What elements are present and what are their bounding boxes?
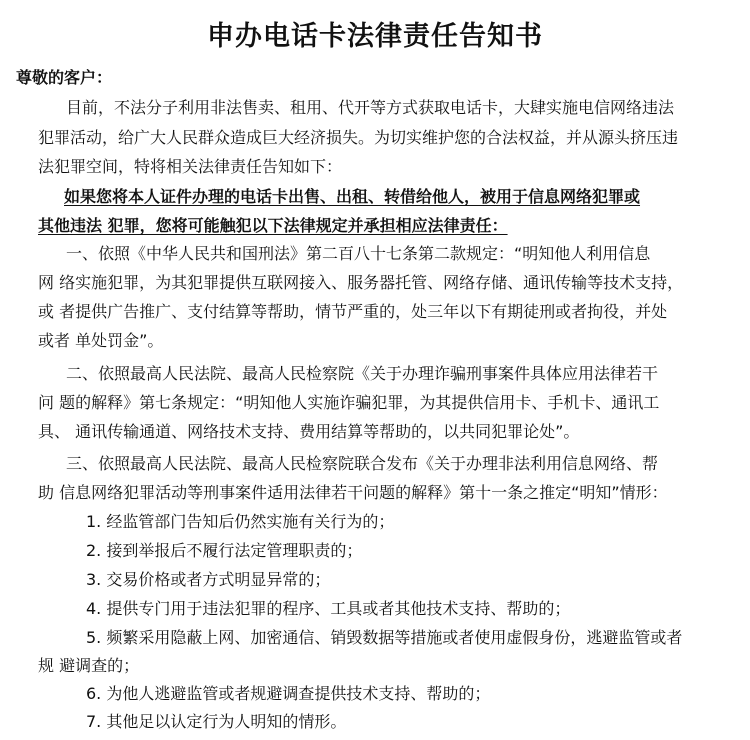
clause-2-line: 具、 通讯传输通道、网络技术支持、费用结算等帮助的，以共同犯罪论处”。 xyxy=(38,422,580,441)
list-item: 1. 经监管部门告知后仍然实施有关行为的； xyxy=(86,512,395,531)
list-item: 7. 其他足以认定行为人明知的情形。 xyxy=(86,712,347,731)
list-item: 5. 频繁采用隐蔽上网、加密通信、销毁数据等措施或者使用虚假身份，逃避监管或者 xyxy=(86,628,683,647)
greeting: 尊敬的客户： xyxy=(16,68,113,87)
list-item: 4. 提供专门用于违法犯罪的程序、工具或者其他技术支持、帮助的； xyxy=(86,599,571,618)
intro-line: 目前，不法分子利用非法售卖、租用、代开等方式获取电话卡，大肆实施电信网络违法 xyxy=(66,98,675,117)
intro-line: 犯罪活动，给广大人民群众造成巨大经济损失。为切实维护您的合法权益，并从源头挤压违 xyxy=(38,128,679,147)
list-item: 2. 接到举报后不履行法定管理职责的； xyxy=(86,541,363,560)
list-item: 6. 为他人逃避监管或者规避调查提供技术支持、帮助的； xyxy=(86,684,491,703)
warning-line: 其他违法 犯罪，您将可能触犯以下法律规定并承担相应法律责任： xyxy=(38,216,508,235)
clause-1-line: 或者 单处罚金”。 xyxy=(38,331,164,350)
list-item: 规 避调查的； xyxy=(38,656,140,675)
clause-2-line: 二、依照最高人民法院、最高人民检察院《关于办理诈骗刑事案件具体应用法律若干 xyxy=(66,364,659,383)
document-title: 申办电话卡法律责任告知书 xyxy=(207,21,543,52)
clause-3-line: 助 信息网络犯罪活动等刑事案件适用法律若干问题的解释》第十一条之推定“明知”情形： xyxy=(38,483,668,502)
intro-line: 法犯罪空间，特将相关法律责任告知如下： xyxy=(38,157,343,176)
clause-1-line: 或 者提供广告推广、支付结算等帮助，情节严重的，处三年以下有期徒刑或者拘役，并处 xyxy=(38,302,668,321)
warning-line: 如果您将本人证件办理的电话卡出售、出租、转借给他人，被用于信息网络犯罪或 xyxy=(64,187,641,206)
clause-1-line: 网 络实施犯罪，为其犯罪提供互联网接入、服务器托管、网络存储、通讯传输等技术支持， xyxy=(38,273,684,292)
clause-2-line: 问 题的解释》第七条规定：“明知他人实施诈骗犯罪，为其提供信用卡、手机卡、通讯工 xyxy=(38,393,660,412)
clause-1-line: 一、依照《中华人民共和国刑法》第二百八十七条第二款规定：“明知他人利用信息 xyxy=(66,244,651,263)
list-item: 3. 交易价格或者方式明显异常的； xyxy=(86,570,331,589)
clause-3-line: 三、依照最高人民法院、最高人民检察院联合发布《关于办理非法利用信息网络、帮 xyxy=(66,454,659,473)
